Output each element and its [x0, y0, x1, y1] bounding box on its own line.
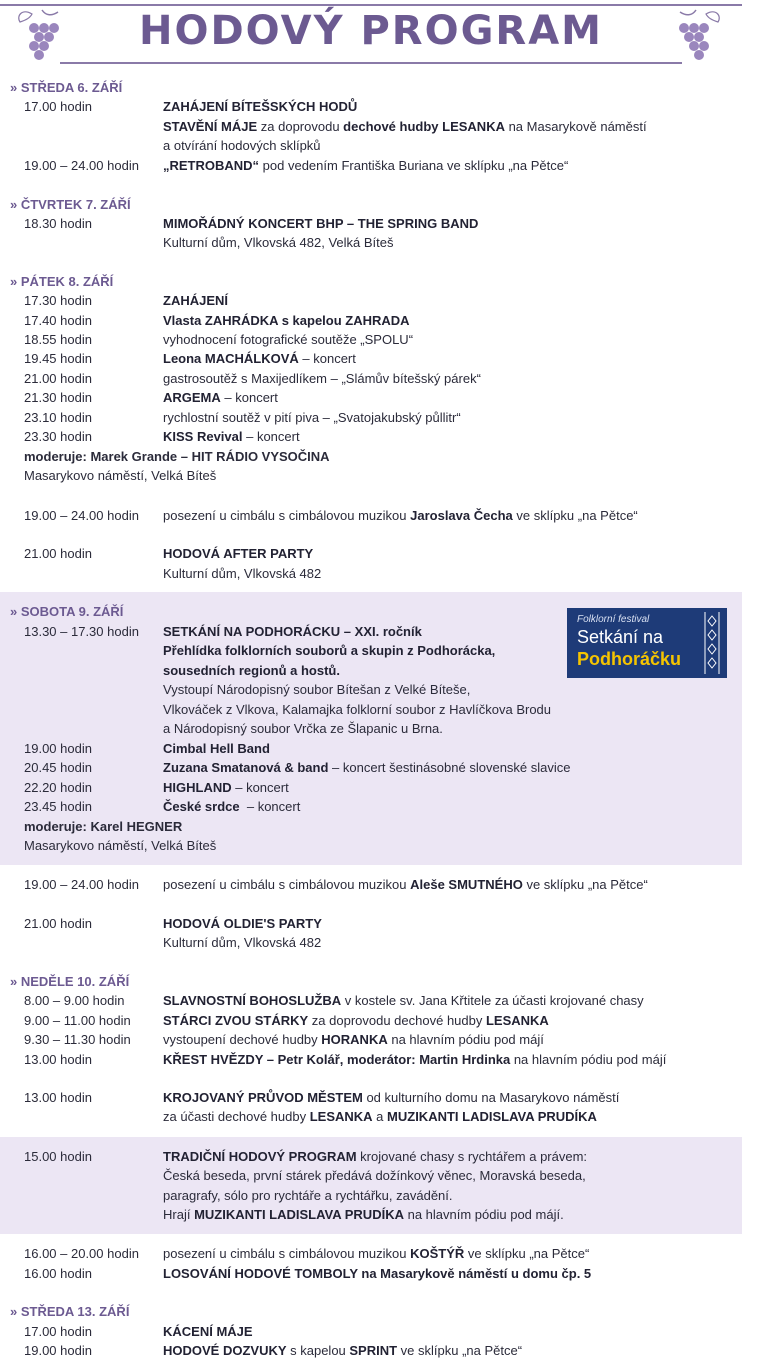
- row-description: KISS Revival – koncert: [163, 429, 300, 444]
- row-time: 17.30 hodin: [24, 293, 92, 308]
- row-description: HODOVÁ OLDIE'S PARTY: [163, 916, 322, 931]
- row-description: HODOVÉ DOZVUKY s kapelou SPRINT ve sklípku „na Pětce“: [163, 1343, 523, 1358]
- row-description: ARGEMA – koncert: [163, 390, 278, 405]
- row-time: 17.00 hodin: [24, 99, 92, 114]
- row-time: 23.30 hodin: [24, 429, 92, 444]
- row-time: 17.40 hodin: [24, 313, 92, 328]
- row-description: Vlkováček z Vlkova, Kalamajka folklorní soubor z Havlíčkova Brodu: [163, 702, 552, 717]
- row-description: Přehlídka folklorních souborů a skupin z Podhorácka,: [163, 643, 496, 658]
- row-time: 9.30 – 11.30 hodin: [24, 1032, 131, 1047]
- row-time: 18.55 hodin: [24, 332, 92, 347]
- row-description: a Národopisný soubor Vrčka ze Šlapanic u Brna.: [163, 721, 443, 736]
- row-description: posezení u cimbálu s cimbálovou muzikou Jaroslava Čecha ve sklípku „na Pětce“: [163, 508, 638, 523]
- row-description: Kulturní dům, Vlkovská 482, Velká Bíteš: [163, 235, 394, 250]
- moderator-line: moderuje: Marek Grande – HIT RÁDIO VYSOČINA: [24, 449, 330, 464]
- row-description: SLAVNOSTNÍ BOHOSLUŽBA v kostele sv. Jana Křtitele za účasti krojované chasy: [163, 993, 644, 1008]
- day-heading: » STŘEDA 6. ZÁŘÍ: [10, 80, 123, 95]
- day-heading: » SOBOTA 9. ZÁŘÍ: [10, 604, 124, 619]
- row-time: 21.00 hodin: [24, 546, 92, 561]
- row-description: paragrafy, sólo pro rychtáře a rychtářku, zavádění.: [163, 1188, 453, 1203]
- row-description: vyhodnocení fotografické soutěže „SPOLU“: [163, 332, 414, 347]
- row-description: Kulturní dům, Vlkovská 482: [163, 566, 322, 581]
- grapes-icon: [664, 6, 726, 66]
- row-description: gastrosoutěž s Maxijedlíkem – „Slámův bítešský párek“: [163, 371, 481, 386]
- row-time: 19.45 hodin: [24, 351, 92, 366]
- row-description: „RETROBAND“ pod vedením Františka Buriana ve sklípku „na Pětce“: [163, 158, 569, 173]
- header-top-rule: [0, 4, 742, 6]
- day-heading: » PÁTEK 8. ZÁŘÍ: [10, 274, 114, 289]
- row-description: ZAHÁJENÍ: [163, 293, 229, 308]
- row-description: Zuzana Smatanová & band – koncert šestinásobné slovenské slavice: [163, 760, 571, 775]
- festival-logo-name: Setkání na: [577, 627, 664, 647]
- venue-line: Masarykovo náměstí, Velká Bíteš: [24, 468, 217, 483]
- row-description: TRADIČNÍ HODOVÝ PROGRAM krojované chasy s rychtářem a právem:: [163, 1149, 588, 1164]
- folk-ornament-icon: [701, 612, 723, 674]
- row-description: Kulturní dům, Vlkovská 482: [163, 935, 322, 950]
- row-description: a otvírání hodových sklípků: [163, 138, 321, 153]
- row-description: KÁCENÍ MÁJE: [163, 1324, 253, 1339]
- day-heading: » NEDĚLE 10. ZÁŘÍ: [10, 974, 130, 989]
- row-description: Hrají MUZIKANTI LADISLAVA PRUDÍKA na hlavním pódiu pod májí.: [163, 1207, 564, 1222]
- row-description: České srdce – koncert: [163, 799, 301, 814]
- row-description: HIGHLAND – koncert: [163, 780, 289, 795]
- day-heading: » STŘEDA 13. ZÁŘÍ: [10, 1304, 130, 1319]
- row-time: 21.00 hodin: [24, 916, 92, 931]
- festival-logo-name-highlight: Podhoráčku: [577, 649, 682, 669]
- festival-logo: [567, 608, 727, 678]
- row-time: 13.00 hodin: [24, 1052, 92, 1067]
- festival-logo-subtitle: Folklorní festival: [577, 614, 650, 625]
- row-description: Vlasta ZAHRÁDKA s kapelou ZAHRADA: [163, 313, 410, 328]
- row-description: ZAHÁJENÍ BÍTEŠSKÝCH HODŮ: [163, 99, 358, 114]
- row-time: 18.30 hodin: [24, 216, 92, 231]
- row-description: KROJOVANÝ PRŮVOD MĚSTEM od kulturního domu na Masarykovo náměstí: [163, 1090, 620, 1105]
- row-time: 23.45 hodin: [24, 799, 92, 814]
- row-description: rychlostní soutěž v pití piva – „Svatojakubský půllitr“: [163, 410, 461, 425]
- row-description: Leona MACHÁLKOVÁ – koncert: [163, 351, 356, 366]
- row-time: 20.45 hodin: [24, 760, 92, 775]
- row-description: LOSOVÁNÍ HODOVÉ TOMBOLY na Masarykově náměstí u domu čp. 5: [163, 1266, 592, 1281]
- row-time: 9.00 – 11.00 hodin: [24, 1013, 131, 1028]
- row-description: sousedních regionů a hostů.: [163, 663, 340, 678]
- row-time: 8.00 – 9.00 hodin: [24, 993, 125, 1008]
- row-time: 23.10 hodin: [24, 410, 92, 425]
- row-description: HODOVÁ AFTER PARTY: [163, 546, 314, 561]
- row-time: 19.00 hodin: [24, 1343, 92, 1358]
- day-heading: » ČTVRTEK 7. ZÁŘÍ: [10, 197, 131, 212]
- row-time: 21.00 hodin: [24, 371, 92, 386]
- row-description: Cimbal Hell Band: [163, 741, 270, 756]
- row-time: 19.00 hodin: [24, 741, 92, 756]
- row-time: 16.00 hodin: [24, 1266, 92, 1281]
- page-header: [0, 0, 775, 72]
- row-time: 21.30 hodin: [24, 390, 92, 405]
- row-time: 17.00 hodin: [24, 1324, 92, 1339]
- row-time: 13.30 – 17.30 hodin: [24, 624, 139, 639]
- row-description: posezení u cimbálu s cimbálovou muzikou KOŠTÝŘ ve sklípku „na Pětce“: [163, 1246, 590, 1261]
- row-description: STAVĚNÍ MÁJE za doprovodu dechové hudby LESANKA na Masarykově náměstí: [163, 119, 647, 134]
- row-time: 19.00 – 24.00 hodin: [24, 877, 139, 892]
- page-title: HODOVÝ PROGRAM: [139, 8, 603, 54]
- row-time: 19.00 – 24.00 hodin: [24, 508, 139, 523]
- row-description: vystoupení dechové hudby HORANKA na hlavním pódiu pod májí: [163, 1032, 544, 1047]
- row-time: 22.20 hodin: [24, 780, 92, 795]
- row-description: KŘEST HVĚZDY – Petr Kolář, moderátor: Martin Hrdinka na hlavním pódiu pod májí: [163, 1052, 667, 1067]
- header-bottom-rule: [60, 62, 682, 64]
- row-time: 16.00 – 20.00 hodin: [24, 1246, 139, 1261]
- row-description: SETKÁNÍ NA PODHORÁCKU – XXI. ročník: [163, 624, 422, 639]
- row-description: MIMOŘÁDNÝ KONCERT BHP – THE SPRING BAND: [163, 216, 479, 231]
- row-description: Vystoupí Národopisný soubor Bítešan z Velké Bíteše,: [163, 682, 471, 697]
- row-description: STÁRCI ZVOU STÁRKY za doprovodu dechové hudby LESANKA: [163, 1013, 549, 1028]
- row-description: Česká beseda, první stárek předává dožínkový věnec, Moravská beseda,: [163, 1168, 586, 1183]
- row-time: 19.00 – 24.00 hodin: [24, 158, 139, 173]
- row-time: 13.00 hodin: [24, 1090, 92, 1105]
- row-description: za účasti dechové hudby LESANKA a MUZIKANTI LADISLAVA PRUDÍKA: [163, 1109, 597, 1124]
- moderator-line: moderuje: Karel HEGNER: [24, 819, 183, 834]
- venue-line: Masarykovo náměstí, Velká Bíteš: [24, 838, 217, 853]
- row-description: posezení u cimbálu s cimbálovou muzikou Aleše SMUTNÉHO ve sklípku „na Pětce“: [163, 877, 648, 892]
- row-time: 15.00 hodin: [24, 1149, 92, 1164]
